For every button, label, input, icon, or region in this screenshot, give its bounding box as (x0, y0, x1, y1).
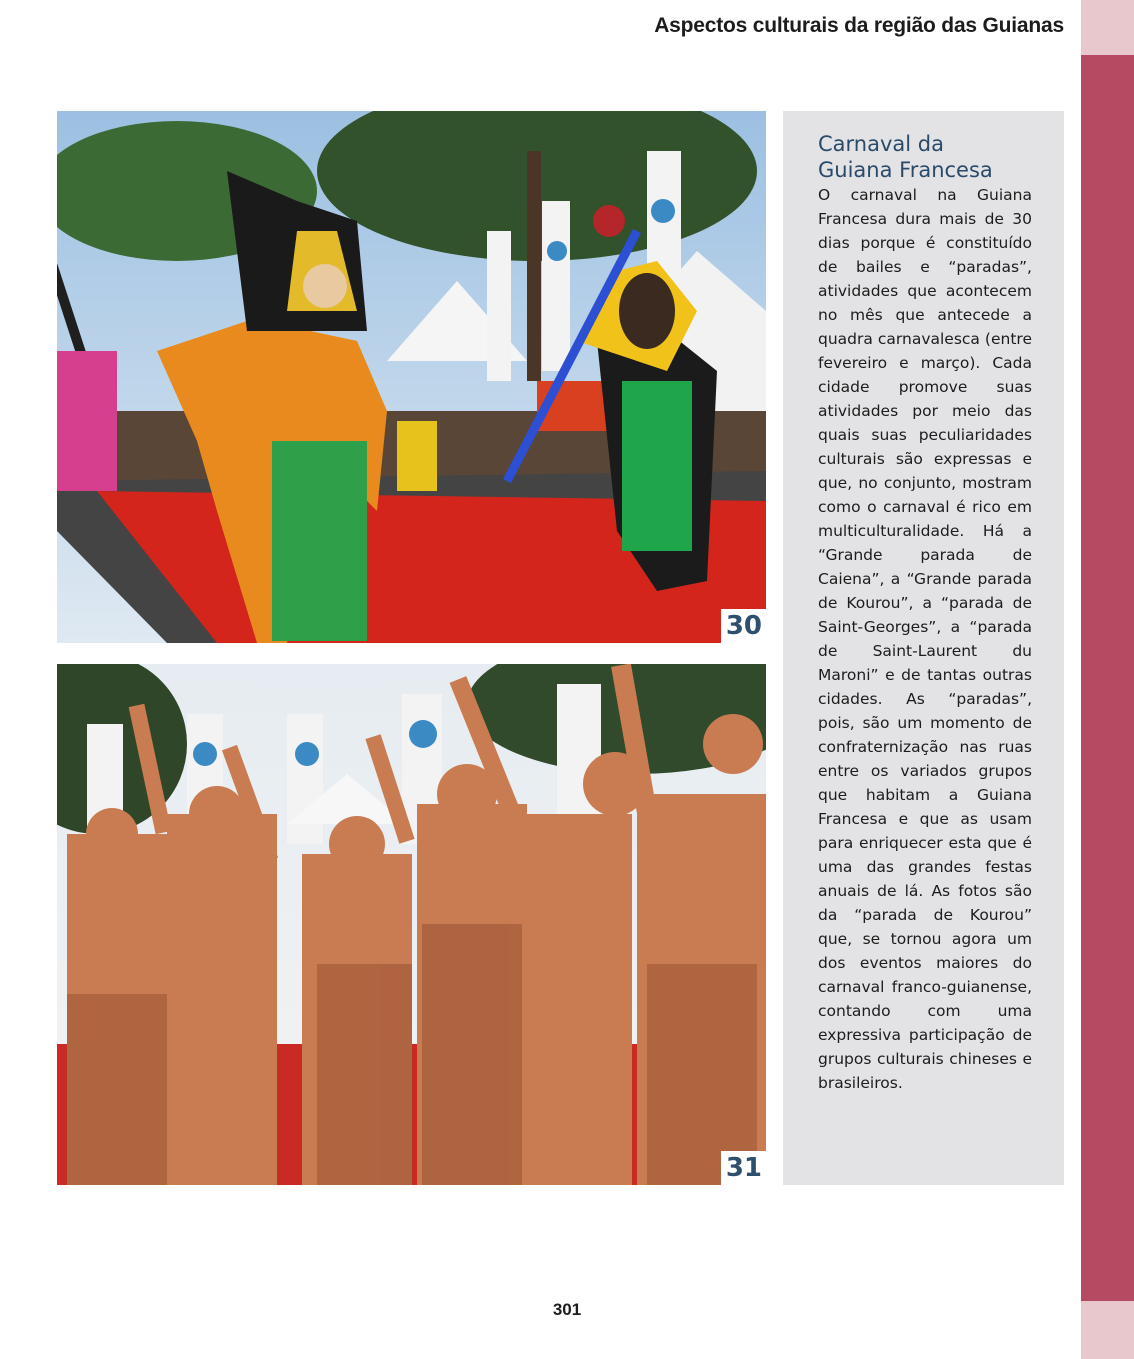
figure-number: 31 (721, 1151, 766, 1185)
side-tab (1081, 55, 1134, 1301)
figure-number: 30 (721, 609, 766, 643)
sidebar-title (818, 131, 1032, 183)
running-title: Aspectos culturais da região das Guianas (654, 14, 1064, 37)
sidebar-title-line1: Carnaval da (818, 132, 944, 156)
photo-clay-covered-group (57, 664, 766, 1185)
sidebar-box (783, 111, 1064, 1185)
photo-carnival-costumes (57, 111, 766, 643)
page-number: 301 (552, 1300, 582, 1319)
sidebar-body: O carnaval na Guiana Francesa dura mais de 30 dias porque é constituído de bailes e “paradas”, atividades que acontecem no mês que antecede a quadra carnavalesca (entre fevereiro e março). Cada cidade promove suas atividades por meio das quais suas peculiaridades culturais são expressas e que, no conjunto, mostram como o carnaval é rico em multiculturalidade. Há a “Grande parada de Caiena”, a “Grande parada de Kourou”, a “parada de Saint-Georges”, a “parada de Saint-Laurent du Maroni” e de tantas outras cidades. As “paradas”, pois, são um momento de confraternização nas ruas entre os variados grupos que habitam a Guiana Francesa e que as usam para enriquecer esta que é uma das grandes festas anuais de lá. As fotos são da “parada de Kourou” que, se tornou agora um dos eventos maiores do carnaval franco-guianense, contando com uma expressiva participação de grupos culturais chineses e brasileiros. (818, 186, 1032, 1092)
side-tab-top (1081, 0, 1134, 55)
sidebar-title-line2: Guiana Francesa (818, 158, 993, 182)
